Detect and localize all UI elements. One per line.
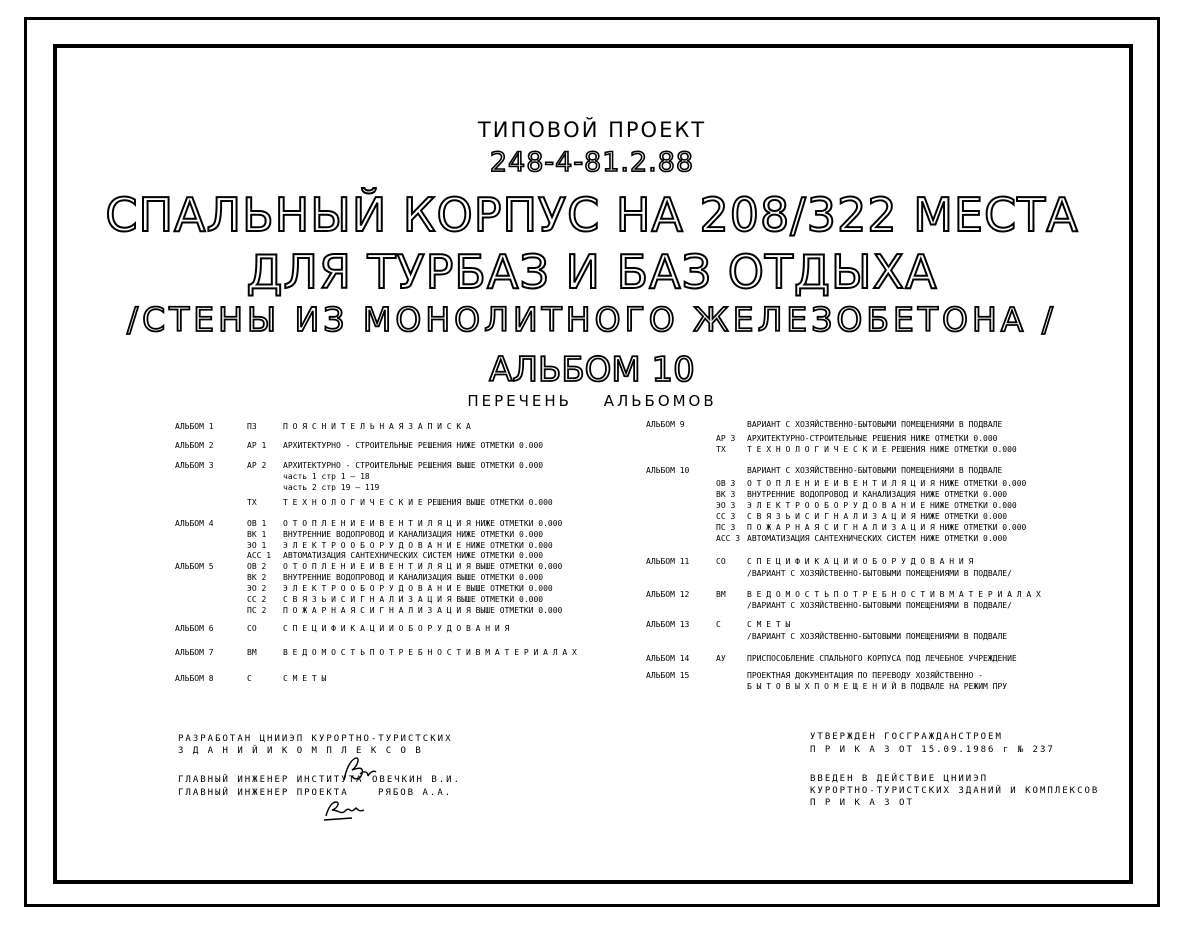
approved-line-2: П Р И К А З ОТ 15.09.1986 г № 237 bbox=[810, 745, 1055, 755]
subtitle: /СТЕНЫ ИЗ МОНОЛИТНОГО ЖЕЛЕЗОБЕТОНА / bbox=[126, 300, 1057, 339]
signature-project-icon bbox=[322, 796, 366, 822]
introduced-line-3: П Р И К А З ОТ bbox=[810, 798, 914, 808]
album-number: АЛЬБОМ 10 bbox=[489, 350, 695, 390]
list-title: ПЕРЕЧЕНЬ АЛЬБОМОВ bbox=[467, 392, 717, 410]
developer-line-2: З Д А Н И Й И К О М П Л Е К С О В bbox=[178, 746, 423, 756]
introduced-line-1: ВВЕДЕН В ДЕЙСТВИЕ ЦНИИЭП bbox=[810, 774, 989, 784]
chief-engineer-institute-name: ОВЕЧКИН В.И. bbox=[372, 775, 462, 785]
project-code: 248-4-81.2.88 bbox=[489, 147, 695, 178]
chief-engineer-project-name: РЯБОВ А.А. bbox=[378, 788, 453, 798]
signature-institute-icon bbox=[338, 752, 378, 786]
title-line-1: СПАЛЬНЫЙ КОРПУС НА 208/322 МЕСТА bbox=[105, 188, 1079, 242]
project-kicker: ТИПОВОЙ ПРОЕКТ bbox=[477, 118, 707, 142]
chief-engineer-project-label: ГЛАВНЫЙ ИНЖЕНЕР ПРОЕКТА bbox=[178, 788, 349, 798]
approved-line-1: УТВЕРЖДЕН ГОСГРАЖДАНСТРОЕМ bbox=[810, 732, 1003, 742]
title-line-2: ДЛЯ ТУРБАЗ И БАЗ ОТДЫХА bbox=[246, 245, 938, 299]
chief-engineer-institute-label: ГЛАВНЫЙ ИНЖЕНЕР ИНСТИТУТА bbox=[178, 775, 364, 785]
developer-line-1: РАЗРАБОТАН ЦНИИЭП КУРОРТНО-ТУРИСТСКИХ bbox=[178, 734, 453, 744]
introduced-line-2: КУРОРТНО-ТУРИСТСКИХ ЗДАНИЙ И КОМПЛЕКСОВ bbox=[810, 786, 1100, 796]
